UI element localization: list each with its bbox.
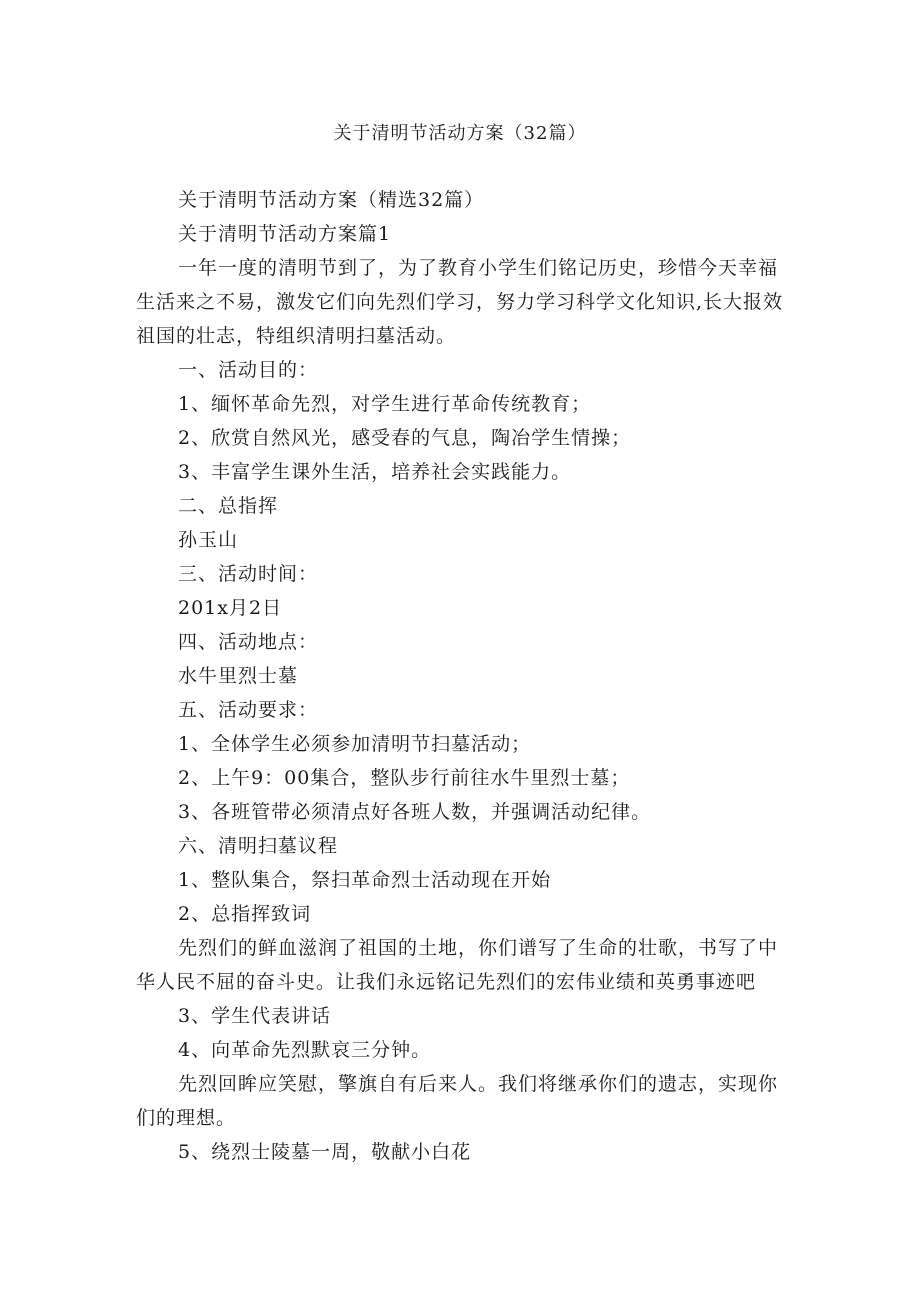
list-item: 3、丰富学生课外生活，培养社会实践能力。: [178, 461, 572, 483]
list-item: 201x月2日: [178, 597, 283, 619]
paragraph-line: 华人民不屈的奋斗史。让我们永远铭记先烈们的宏伟业绩和英勇事迹吧: [136, 971, 757, 993]
list-item: 3、学生代表讲话: [178, 1005, 332, 1027]
list-item: 2、总指挥致词: [178, 903, 312, 925]
paragraph-line: 先烈们的鲜血滋润了祖国的土地，你们谱写了生命的壮歌，书写了中: [178, 937, 779, 959]
list-item: 3、各班管带必须清点好各班人数，并强调活动纪律。: [178, 801, 652, 823]
list-item: 孙玉山: [178, 529, 239, 551]
list-heading: 五、活动要求：: [178, 699, 319, 721]
list-heading: 六、清明扫墓议程: [178, 835, 339, 857]
list-item: 水牛里烈士墓: [178, 665, 299, 687]
list-item: 4、向革命先烈默哀三分钟。: [178, 1039, 432, 1061]
list-heading: 二、总指挥: [178, 495, 279, 517]
list-item: 1、全体学生必须参加清明节扫墓活动；: [178, 733, 532, 755]
paragraph-line: 先烈回眸应笑慰，擎旗自有后来人。我们将继承你们的遗志，实现你: [178, 1073, 779, 1095]
list-heading: 一、活动目的：: [178, 359, 319, 381]
list-item: 1、整队集合，祭扫革命烈士活动现在开始: [178, 869, 552, 891]
list-item: 2、上午9：00集合，整队步行前往水牛里烈士墓；: [178, 767, 631, 789]
paragraph-line: 们的理想。: [136, 1107, 237, 1129]
list-heading: 三、活动时间：: [178, 563, 319, 585]
list-item: 1、缅怀革命先烈，对学生进行革命传统教育；: [178, 393, 592, 415]
paragraph-line: 祖国的壮志，特组织清明扫墓活动。: [136, 325, 457, 347]
subtitle: 关于清明节活动方案（精选32篇）: [178, 189, 485, 211]
document-title: 关于清明节活动方案（32篇）: [333, 123, 587, 144]
list-item: 2、欣赏自然风光，感受春的气息，陶冶学生情操；: [178, 427, 632, 449]
section-heading: 关于清明节活动方案篇1: [178, 223, 392, 245]
paragraph-line: 一年一度的清明节到了，为了教育小学生们铭记历史，珍惜今天幸福: [178, 257, 779, 279]
list-item: 5、绕烈士陵墓一周，敬献小白花: [178, 1141, 472, 1163]
list-heading: 四、活动地点：: [178, 631, 319, 653]
paragraph-line: 生活来之不易，激发它们向先烈们学习，努力学习科学文化知识,长大报效: [136, 291, 784, 313]
